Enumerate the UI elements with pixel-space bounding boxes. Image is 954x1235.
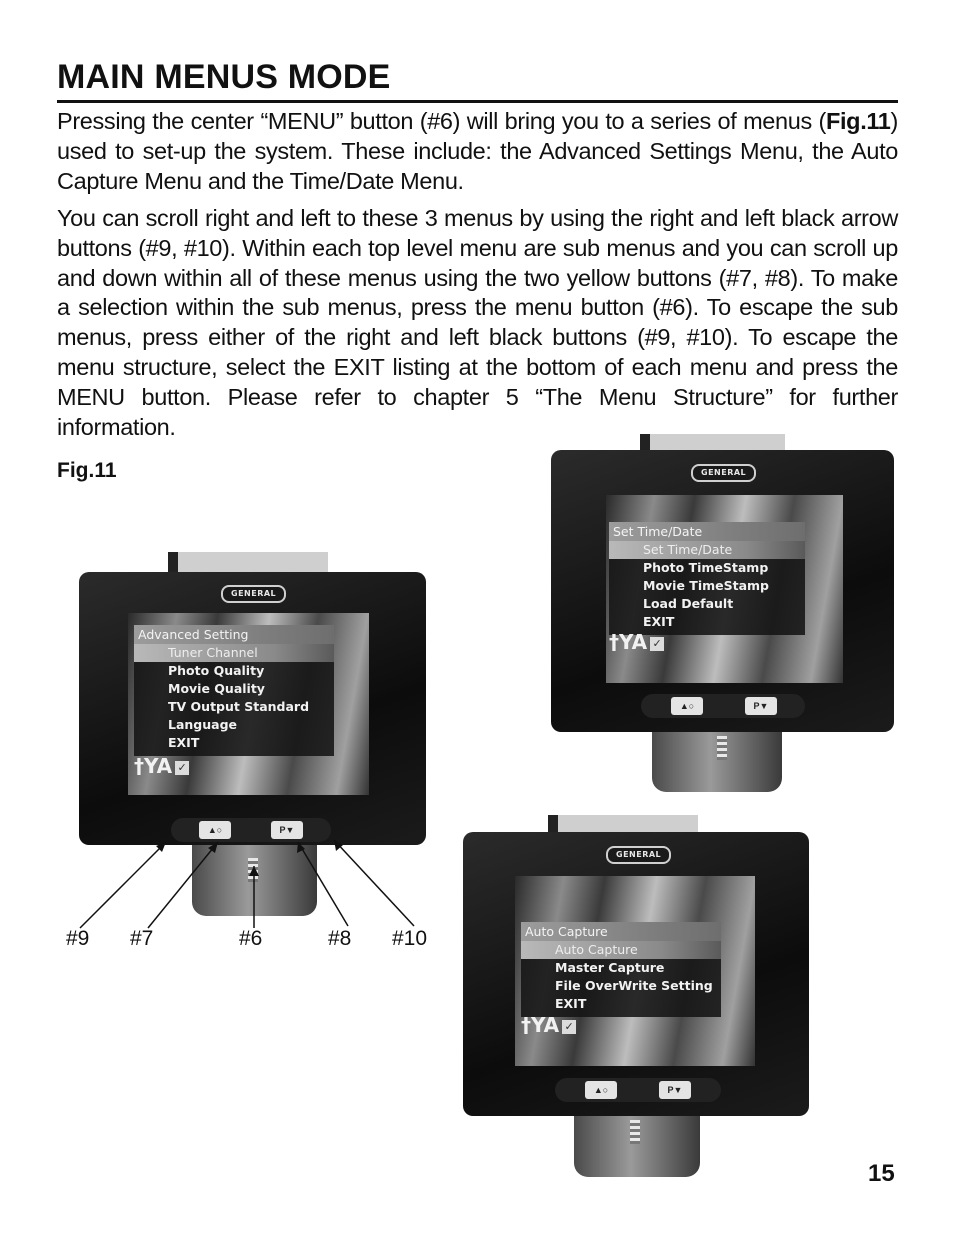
- menu-item-exit[interactable]: EXIT: [555, 996, 587, 1011]
- auto-icon: A: [631, 630, 648, 654]
- tools-icon: †Y: [609, 630, 632, 654]
- arrowhead-6: [249, 866, 259, 876]
- menu-title: Advanced Setting: [134, 625, 334, 644]
- menu-item-language[interactable]: Language: [168, 717, 238, 732]
- menu-item-exit[interactable]: EXIT: [643, 614, 675, 629]
- arrowhead-10: [334, 840, 343, 851]
- down-yellow-button[interactable]: P▼: [745, 697, 777, 715]
- menu-item-movie-quality[interactable]: Movie Quality: [168, 681, 265, 696]
- intro-text-end: ) used to set-up the system. These include: the Advanced Settings Menu, the Auto Capture Menu and the Time/Date Menu.: [57, 108, 898, 194]
- arrow-10: [334, 840, 414, 926]
- menu-item-tv-output-standard[interactable]: TV Output Standard: [168, 699, 310, 714]
- page-title: MAIN MENUS MODE: [57, 58, 391, 96]
- checkbox-icon: ✓: [562, 1020, 576, 1034]
- checkbox-icon: ✓: [650, 637, 664, 651]
- menu-item-load-default[interactable]: Load Default: [643, 596, 734, 611]
- figure-label: Fig.11: [57, 459, 117, 482]
- callout-7: #7: [130, 927, 154, 950]
- intro-text-start: Pressing the center “MENU” button (#6) will bring you to a series of menus (: [57, 108, 826, 134]
- menu-item-movie-timestamp[interactable]: Movie TimeStamp: [643, 578, 769, 593]
- brand-logo: GENERAL: [606, 846, 671, 864]
- up-yellow-button[interactable]: ▲○: [585, 1081, 617, 1099]
- arrow-8: [298, 842, 348, 926]
- checkbox-icon: ✓: [175, 761, 189, 775]
- down-yellow-button[interactable]: P▼: [659, 1081, 691, 1099]
- callout-6: #6: [239, 927, 263, 950]
- menu-item-file-overwrite-setting[interactable]: File OverWrite Setting: [555, 978, 713, 993]
- tools-icon: †Y: [134, 754, 157, 778]
- menu-item-auto-capture[interactable]: Auto Capture: [521, 941, 721, 959]
- arrow-9: [80, 842, 166, 928]
- brand-logo: GENERAL: [691, 464, 756, 482]
- tools-icon: †Y: [521, 1013, 544, 1037]
- menu-title: Auto Capture: [521, 922, 721, 941]
- menu-item-master-capture[interactable]: Master Capture: [555, 960, 665, 975]
- auto-icon: A: [543, 1013, 560, 1037]
- up-yellow-button[interactable]: ▲○: [671, 697, 703, 715]
- up-yellow-button[interactable]: ▲○: [199, 821, 231, 839]
- menu-item-exit[interactable]: EXIT: [168, 735, 200, 750]
- menu-item-tuner-channel[interactable]: Tuner Channel: [134, 644, 334, 662]
- down-yellow-button[interactable]: P▼: [271, 821, 303, 839]
- page-number: 15: [868, 1160, 895, 1187]
- callout-10: #10: [392, 927, 428, 950]
- menu-item-photo-quality[interactable]: Photo Quality: [168, 663, 265, 678]
- fig-reference: Fig.11: [826, 108, 891, 134]
- arrow-7: [148, 842, 218, 928]
- callout-9: #9: [66, 927, 90, 950]
- menu-item-photo-timestamp[interactable]: Photo TimeStamp: [643, 560, 769, 575]
- menu-title: Set Time/Date: [609, 522, 805, 541]
- menu-item-set-time-date[interactable]: Set Time/Date: [609, 541, 805, 559]
- auto-icon: A: [156, 754, 173, 778]
- callout-8: #8: [328, 927, 352, 950]
- navigation-paragraph: You can scroll right and left to these 3 menus by using the right and left black arrow buttons (#9, #10). Within each top level menu are sub menus and you can scroll up and down within all of these menus using the two yellow buttons (#7, #8). To make a selection within the sub menus, press the menu button (#6). To escape the sub menus, press either of the right and left black buttons (#9, #10). To escape the menu structure, select the EXIT listing at the bottom of each menu and press the MENU button. Please refer to chapter 5 “The Menu Structure” for further information.: [57, 205, 898, 440]
- brand-logo: GENERAL: [221, 585, 286, 603]
